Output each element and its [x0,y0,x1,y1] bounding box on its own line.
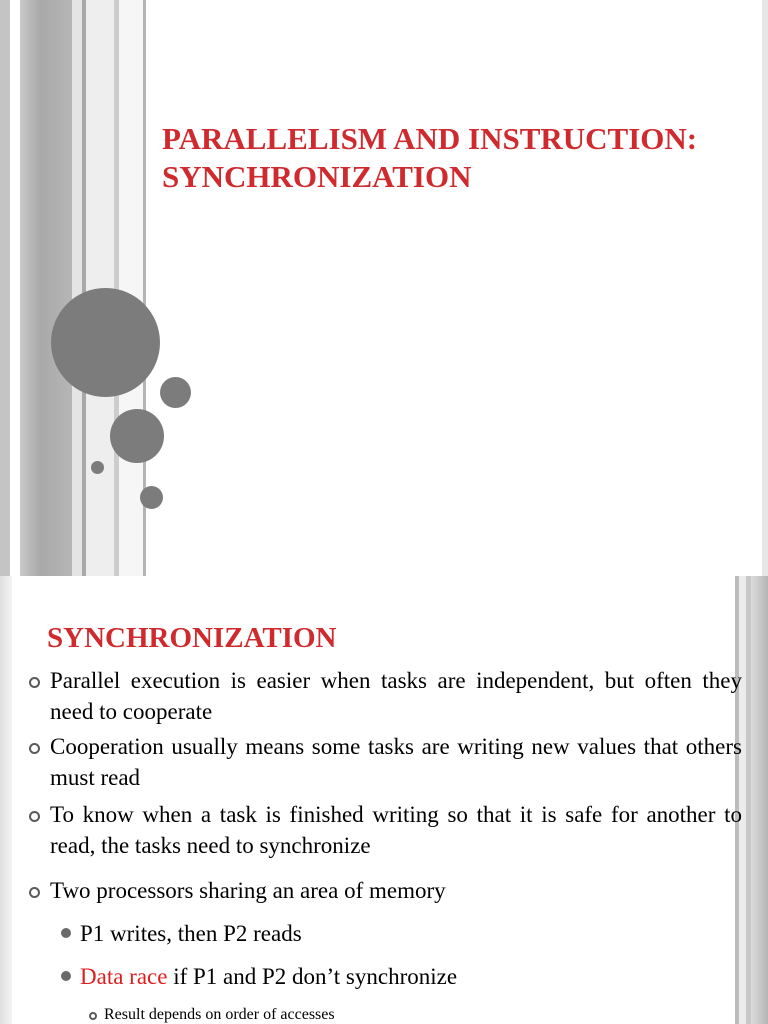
decor-circle [110,409,164,463]
dot-bullet-icon [61,971,71,981]
decor-circle [91,461,104,474]
bullet-item [50,875,742,906]
data-race-term: Data race [80,964,168,989]
slide-title-line2: SYNCHRONIZATION [162,159,472,194]
sub-bullet-item [80,961,720,992]
sub-sub-bullet-text: Result depends on order of accesses [104,1006,335,1023]
ring-bullet-icon [29,677,40,688]
content-slide [0,576,768,1024]
decor-stripe [119,0,143,576]
slide-title-line1: PARALLELISM AND INSTRUCTION: [162,121,698,156]
ring-bullet-icon [29,811,40,822]
sub-sub-bullet-item [104,1005,704,1024]
decor-stripe [0,0,10,576]
decor-circle [51,288,160,397]
bullet-text: To know when a task is finished writing so that it is safe for another to read, the tasks need to synchronize [50,802,742,858]
decor-circle [140,486,163,509]
sub-bullet-text: P1 writes, then P2 reads [80,921,302,946]
decor-stripe [0,576,12,1024]
sub-bullet-item [80,918,720,949]
ring-bullet-icon [29,743,40,754]
bullet-text: Cooperation usually means some tasks are writing new values that others must read [50,734,742,790]
decor-stripe [10,0,20,576]
dot-bullet-icon [61,928,71,938]
decor-stripe [751,576,768,1024]
bullet-item [50,799,742,861]
slide-title [162,120,752,196]
ring-bullet-icon [89,1012,97,1020]
decor-stripe [72,0,82,576]
slide-heading: SYNCHRONIZATION [47,622,337,654]
sub-bullet-text: if P1 and P2 don’t synchronize [167,964,458,989]
decor-stripe [762,0,768,576]
bullet-text: Two processors sharing an area of memory [50,878,446,903]
ring-bullet-icon [29,887,40,898]
decor-stripe [20,0,72,576]
bullet-item [50,731,742,793]
bullet-item [50,665,742,727]
bullet-text: Parallel execution is easier when tasks are independent, but often they need to cooperate [50,668,742,724]
decor-circle [160,377,191,408]
